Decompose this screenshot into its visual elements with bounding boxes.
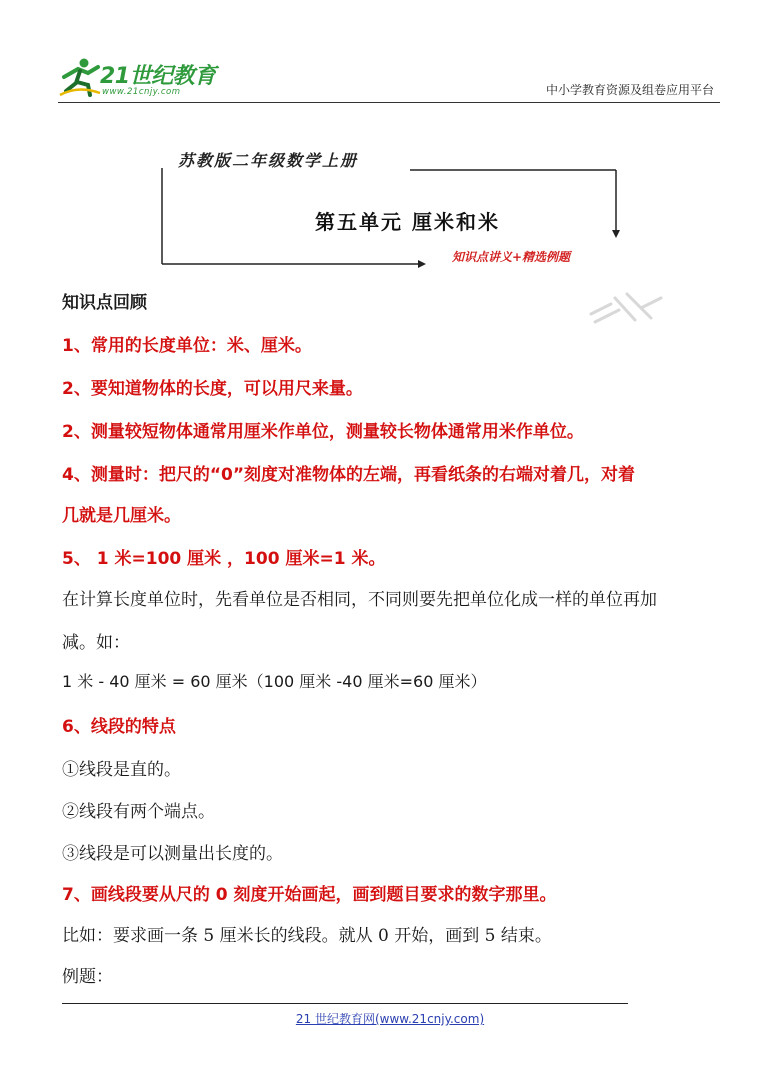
platform-name: 中小学教育资源及组卷应用平台 [545,83,714,97]
title-block [150,140,650,275]
calc-example: 1 米 - 40 厘米 = 60 厘米（100 厘米 -40 厘米=60 厘米） [62,672,487,691]
calc-note-line-2: 减。如： [62,633,130,653]
drawing-example: 比如：要求画一条 5 厘米长的线段。就从 0 开始，画到 5 结束。 [62,926,552,946]
runner-logo-icon [58,55,102,99]
unit-title: 第五单元 厘米和米 [315,210,500,234]
point-4-line-2: 几就是几厘米。 [62,506,181,526]
point-2: 2、要知道物体的长度，可以用尺来量。 [62,379,363,399]
unit-subtitle: 知识点讲义+精选例题 [452,250,571,264]
footer-link[interactable]: 21 世纪教育网(www.21cnjy.com) [295,1012,485,1026]
point-1: 1、常用的长度单位：米、厘米。 [62,336,312,356]
point-3: 2、测量较短物体通常用厘米作单位，测量较长物体通常用米作单位。 [62,422,584,442]
point-5: 5、 1 米=100 厘米 ，100 厘米=1 米。 [62,549,386,569]
segment-feature-2: ②线段有两个端点。 [62,802,215,822]
logo [58,55,248,103]
book-title: 苏教版二年级数学上册 [178,151,359,170]
point-4-line-1: 4、测量时：把尺的“0”刻度对准物体的左端，再看纸条的右端对着几，对着 [62,465,636,485]
page-header [0,0,780,110]
point-6: 6、线段的特点 [62,717,176,737]
segment-feature-1: ①线段是直的。 [62,760,181,780]
watermark-icon [585,278,665,328]
header-divider [58,102,720,103]
section-heading: 知识点回顾 [62,293,147,313]
calc-note-line-1: 在计算长度单位时，先看单位是否相同，不同则要先把单位化成一样的单位再加 [62,590,657,610]
point-7: 7、画线段要从尺的 0 刻度开始画起，画到题目要求的数字那里。 [62,885,557,905]
example-heading: 例题： [62,967,113,987]
logo-url: www.21cnjy.com [102,87,181,97]
footer-divider [62,1003,628,1004]
logo-text: 21世纪教育 [100,64,216,89]
segment-feature-3: ③线段是可以测量出长度的。 [62,844,283,864]
